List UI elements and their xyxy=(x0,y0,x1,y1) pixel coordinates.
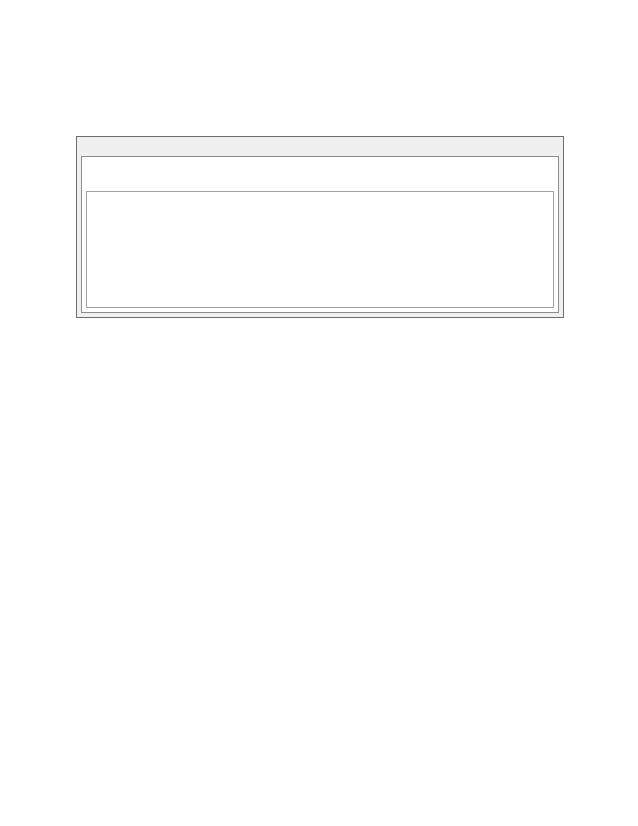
executions-panel xyxy=(81,156,559,313)
executions-screenshot xyxy=(76,136,564,318)
executions-grid[interactable] xyxy=(86,191,554,308)
